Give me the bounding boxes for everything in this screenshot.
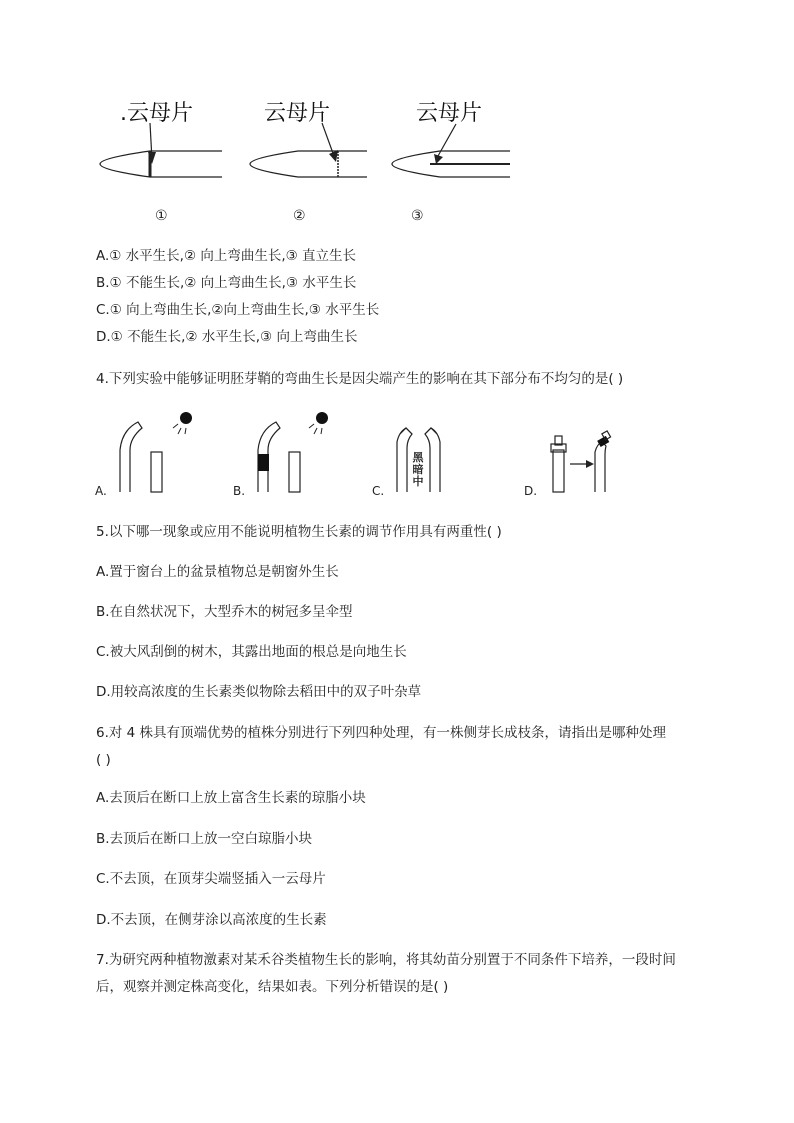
q5-option-a: A.置于窗台上的盆景植物总是朝窗外生长 <box>96 564 339 580</box>
coleoptile-1 <box>100 151 222 177</box>
figure-number-3: ③ <box>411 208 424 224</box>
q4-letter-a: A. <box>95 484 107 498</box>
q3-option-c: C.① 向上弯曲生长,②向上弯曲生长,③ 水平生长 <box>96 302 380 318</box>
q4-figure-a <box>120 412 192 492</box>
figure-number-1: ① <box>155 208 168 224</box>
figure-number-2: ② <box>293 208 306 224</box>
mica-label-2: 云母片 <box>264 101 331 126</box>
q6-stem-line1: 6.对 4 株具有顶端优势的植株分别进行下列四种处理，有一株侧芽长成枝条，请指出是哪种处理 <box>96 725 667 741</box>
q4-letter-b: B. <box>233 484 246 498</box>
q7-stem-line2: 后，观察并测定株高变化，结果如表。下列分析错误的是( ) <box>96 979 449 995</box>
q3-option-a: A.① 水平生长,② 向上弯曲生长,③ 直立生长 <box>96 248 357 264</box>
q4-figure-d <box>551 431 611 492</box>
q6-option-b: B.去顶后在断口上放一空白琼脂小块 <box>96 831 313 847</box>
q5-option-c: C.被大风刮倒的树木，其露出地面的根总是向地生长 <box>96 644 407 660</box>
q3-option-b: B.① 不能生长,② 向上弯曲生长,③ 水平生长 <box>96 275 357 291</box>
q4-figures <box>0 400 794 520</box>
q3-coleoptile-drawing <box>0 0 794 240</box>
mica-label-1: .云母片 <box>120 101 193 126</box>
q4-dark-label: 黑 暗 中 <box>412 451 424 488</box>
q6-option-c: C.不去顶，在顶芽尖端竖插入一云母片 <box>96 871 326 887</box>
q5-option-b: B.在自然状况下，大型乔木的树冠多呈伞型 <box>96 604 353 620</box>
q3-option-d: D.① 不能生长,② 水平生长,③ 向上弯曲生长 <box>96 329 358 345</box>
q4-letter-c: C. <box>372 484 385 498</box>
q4-stem: 4.下列实验中能够证明胚芽鞘的弯曲生长是因尖端产生的影响在其下部分布不均匀的是( ) <box>96 371 624 387</box>
q4-letter-d: D. <box>524 484 538 498</box>
coleoptile-2 <box>250 151 367 177</box>
mica-label-3: 云母片 <box>416 101 483 126</box>
q5-option-d: D.用较高浓度的生长素类似物除去稻田中的双子叶杂草 <box>96 684 422 700</box>
q5-stem: 5.以下哪一现象或应用不能说明植物生长素的调节作用具有两重性( ) <box>96 524 502 540</box>
q7-stem-line1: 7.为研究两种植物激素对某禾谷类植物生长的影响，将其幼苗分别置于不同条件下培养，一段时间 <box>96 952 676 968</box>
q6-option-d: D.不去顶，在侧芽涂以高浓度的生长素 <box>96 912 327 928</box>
q4-figure-b <box>258 412 328 492</box>
q6-option-a: A.去顶后在断口上放上富含生长素的琼脂小块 <box>96 790 366 806</box>
q6-stem-line2: ( ) <box>96 752 111 768</box>
